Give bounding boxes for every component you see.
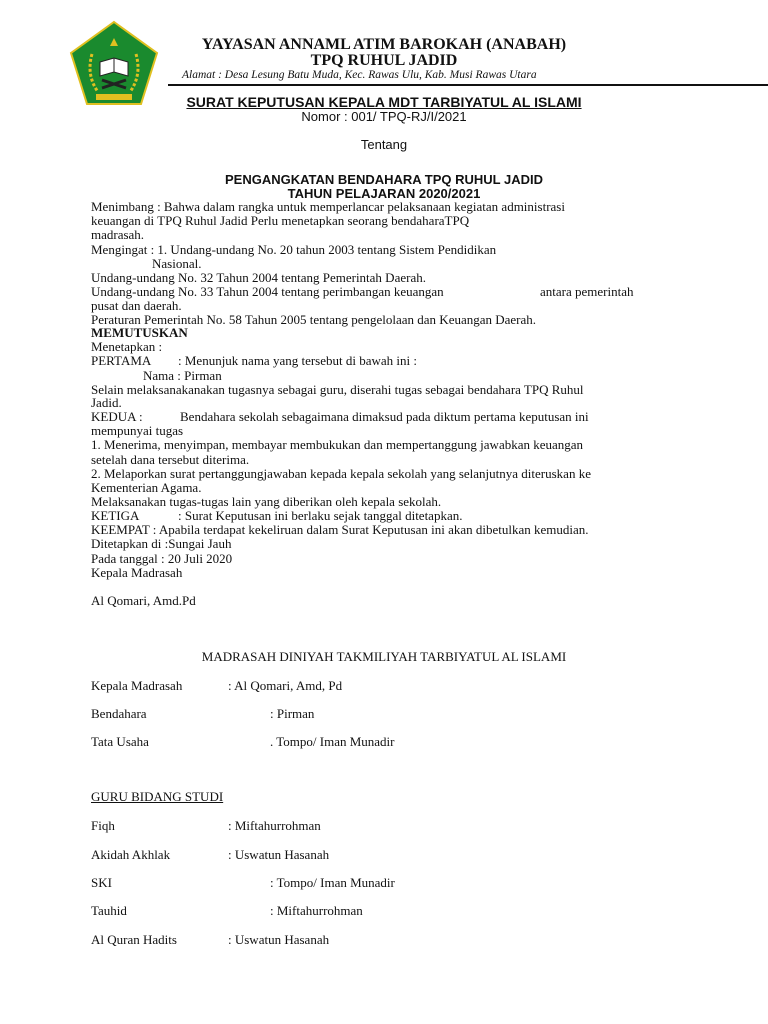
staff-name: : Pirman: [270, 706, 315, 721]
guru-title: GURU BIDANG STUDI: [91, 789, 224, 804]
body-line: setelah dana tersebut diterima.: [91, 452, 250, 467]
body-line: KETIGA: [91, 508, 140, 523]
teacher-name: : Tompo/ Iman Munadir: [270, 875, 395, 890]
body-line: keuangan di TPQ Ruhul Jadid Perlu menetapkan seorang bendaharaTPQ: [91, 213, 470, 228]
body-line: 1. Menerima, menyimpan, membayar membukukan dan mempertanggung jawabkan keuangan: [91, 437, 584, 452]
body-line: KEEMPAT : Apabila terdapat kekeliruan dalam Surat Keputusan ini akan dibetulkan kemudian.: [91, 522, 589, 537]
teacher-name: : Uswatun Hasanah: [228, 847, 330, 862]
body-line: Peraturan Pemerintah No. 58 Tahun 2005 tentang pengelolaan dan Keuangan Daerah.: [91, 312, 537, 327]
document-number: Nomor : 001/ TPQ-RJ/I/2021: [301, 109, 467, 124]
body-line: Pada tanggal : 20 Juli 2020: [91, 551, 233, 566]
teacher-name: : Miftahurrohman: [228, 818, 321, 833]
body-line-value: : Surat Keputusan ini berlaku sejak tanggal ditetapkan.: [178, 508, 463, 523]
subject-line-1: PENGANGKATAN BENDAHARA TPQ RUHUL JADID: [224, 172, 544, 187]
subject-name: Tauhid: [91, 903, 127, 918]
body-line: Mengingat : 1. Undang-undang No. 20 tahun 2003 tentang Sistem Pendidikan: [91, 242, 497, 257]
body-line: mempunyai tugas: [91, 423, 184, 438]
body-line: pusat dan daerah.: [91, 298, 182, 313]
subject-line-2: TAHUN PELAJARAN 2020/2021: [287, 186, 481, 201]
body-line: 2. Melaporkan surat pertanggungjawaban kepada kepala sekolah yang selanjutnya diteruskan ke: [91, 466, 591, 481]
body-line: Menimbang : Bahwa dalam rangka untuk memperlancar pelaksanaan kegiatan administrasi: [91, 199, 565, 214]
staff-role: Kepala Madrasah: [91, 678, 183, 693]
body-line: madrasah.: [91, 227, 145, 242]
school-name: TPQ RUHUL JADID: [310, 52, 458, 69]
body-line-value: antara pemerintah: [540, 284, 634, 299]
org-name: YAYASAN ANNAML ATIM BAROKAH (ANABAH): [201, 36, 567, 53]
body-line: Nama : Pirman: [143, 368, 222, 383]
address: Alamat : Desa Lesung Batu Muda, Kec. Rawas Ulu, Kab. Musi Rawas Utara: [182, 69, 537, 81]
body-line: Ditetapkan di :Sungai Jauh: [91, 536, 232, 551]
body-line: Melaksanakan tugas-tugas lain yang diberikan oleh kepala sekolah.: [91, 494, 442, 509]
body-line: Kepala Madrasah: [91, 565, 183, 580]
body-line: KEDUA :: [91, 409, 143, 424]
body-line: Undang-undang No. 32 Tahun 2004 tentang Pemerintah Daerah.: [91, 270, 426, 285]
tentang-label: Tentang: [360, 137, 408, 152]
subject-name: Akidah Akhlak: [91, 847, 171, 862]
body-line: Menetapkan :: [91, 339, 163, 354]
body-line: Kementerian Agama.: [91, 480, 202, 495]
staff-role: Bendahara: [91, 706, 147, 721]
document-title: SURAT KEPUTUSAN KEPALA MDT TARBIYATUL AL ISLAMI: [186, 94, 582, 110]
section-title: MADRASAH DINIYAH TAKMILIYAH TARBIYATUL AL ISLAMI: [201, 649, 567, 664]
body-line: Selain melaksanakanakan tugasnya sebagai guru, diserahi tugas sebagai bendahara TPQ Ruhul: [91, 382, 584, 397]
body-line: Al Qomari, Amd.Pd: [91, 593, 196, 608]
teacher-name: : Miftahurrohman: [270, 903, 363, 918]
body-line: MEMUTUSKAN: [91, 325, 188, 340]
teacher-name: : Uswatun Hasanah: [228, 932, 330, 947]
body-line-value: : Menunjuk nama yang tersebut di bawah ini :: [178, 353, 418, 368]
staff-role: Tata Usaha: [91, 734, 149, 749]
body-line: PERTAMA: [91, 353, 152, 368]
staff-name: . Tompo/ Iman Munadir: [270, 734, 395, 749]
header-divider: [168, 84, 768, 86]
body-line-value: Bendahara sekolah sebagaimana dimaksud pada diktum pertama keputusan ini: [180, 409, 589, 424]
body-line: Nasional.: [152, 256, 202, 271]
body-line: Jadid.: [91, 395, 122, 410]
subject-name: Fiqh: [91, 818, 115, 833]
subject-name: SKI: [91, 875, 112, 890]
subject-name: Al Quran Hadits: [91, 932, 177, 947]
body-line: Undang-undang No. 33 Tahun 2004 tentang perimbangan keuangan: [91, 284, 444, 299]
staff-name: : Al Qomari, Amd, Pd: [228, 678, 343, 693]
